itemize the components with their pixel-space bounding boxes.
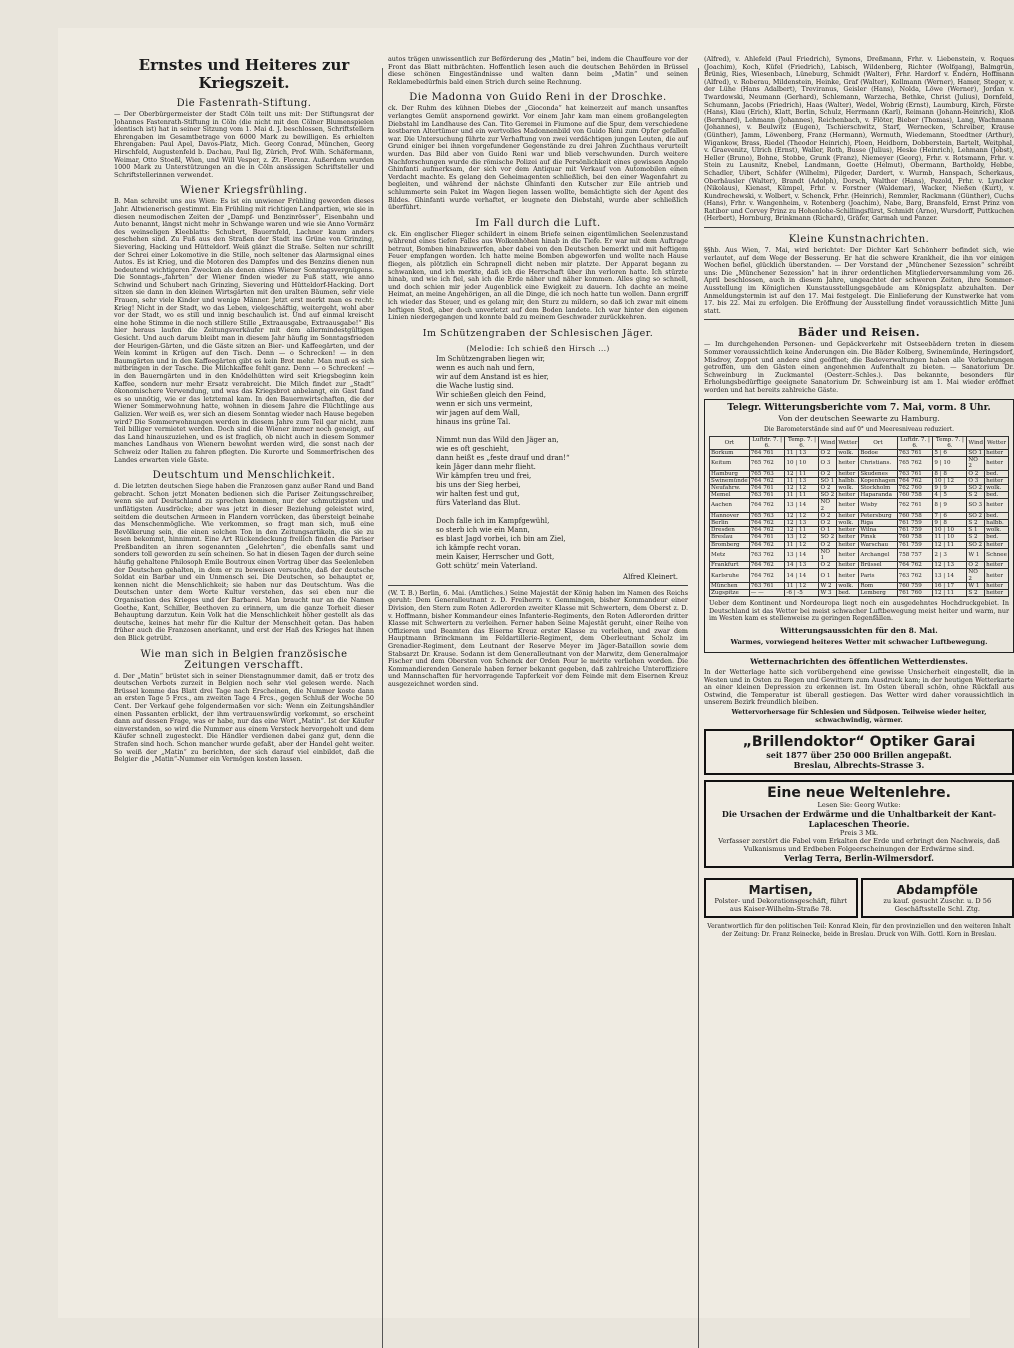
table-cell: heiter [837, 569, 859, 582]
table-cell: Aachen [710, 499, 750, 512]
weather-table-row [710, 484, 1009, 491]
table-cell: heiter [985, 449, 1009, 456]
table-cell: 761 759 [897, 520, 933, 527]
table-cell: O 1 [819, 527, 837, 534]
table-cell: Metz [710, 548, 750, 561]
table-cell: heiter [837, 470, 859, 477]
table-cell: O 2 [819, 562, 837, 569]
table-cell: 9 | 8 [933, 520, 967, 527]
header-cell: Luftdr. 7. | 6. [897, 436, 933, 449]
table-cell: O 2 [967, 562, 985, 569]
table-cell: 763 761 [749, 582, 785, 589]
table-cell: 14 | 13 [785, 562, 819, 569]
table-cell: NO 2 [967, 457, 985, 470]
table-cell: Pinsk [859, 534, 897, 541]
table-cell: 10 | 10 [933, 527, 967, 534]
ad-headline: Eine neue Weltenlehre. [709, 785, 1009, 801]
weather-subtitle: Von der deutschen Seewarte zu Hamburg. [709, 414, 1009, 423]
table-cell: 762 761 [897, 499, 933, 512]
header-cell: Wetter [985, 436, 1009, 449]
article-text: §§hb. Aus Wien, 7. Mai, wird berichtet: Der Dichter Karl Schönherr befindet sich, wie verlautet, auf dem Wege der Besserung. Er hat die schwere Krankheit, die ihn vor einigen Wochen befiel, glücklich überstanden. — Der Vorstand der „Münchener Sezession“ schreibt uns: Die „Münchener Sezession“ hat in ihrer ordentlichen Mitgliederversammlung vom 26. April beschlossen, auch in diesem Jahre, ungeachtet der schweren Zeiten, ihre Sommer-Ausstellung im Königlichen Kunstausstellungsgebäude am Königsplatz abzuhalten. Der Anmeldungstermin ist auf den 17. Mai festgelegt. Die Einlieferung der Kunstwerke hat vom 17. bis 22. Mai zu erfolgen. Die Eröffnung der Ausstellung findet voraussichtlich Mitte Juni statt. [704, 247, 1014, 315]
table-cell: bed. [837, 590, 859, 597]
table-cell: Hamburg [710, 470, 750, 477]
table-cell: O 2 [967, 470, 985, 477]
table-cell: 764 762 [749, 541, 785, 548]
table-cell: -6 | -5 [785, 590, 819, 597]
table-cell: Bromberg [710, 541, 750, 548]
header-cell: Temp. 7. | 6. [933, 436, 967, 449]
table-cell: Brüssel [859, 562, 897, 569]
table-cell: O 2 [819, 484, 837, 491]
article-heading: Wiener Kriegsfrühling. [114, 185, 374, 196]
weather-table-row [710, 457, 1009, 470]
table-cell: 760 758 [897, 512, 933, 519]
weather-report [704, 399, 1014, 653]
table-cell: 7 | 6 [933, 512, 967, 519]
table-cell: Riga [859, 520, 897, 527]
weather-table-row [710, 470, 1009, 477]
table-cell: 11 | 11 [785, 492, 819, 499]
weather-table-row [710, 562, 1009, 569]
table-cell: S 2 [967, 492, 985, 499]
table-cell: 765 763 [749, 512, 785, 519]
weather-outlook-text: Warmes, vorwiegend heiteres Wetter mit schwacher Luftbewegung. [709, 638, 1009, 646]
table-cell: wolk. [837, 449, 859, 456]
table-cell: 11 | 13 [785, 477, 819, 484]
table-cell: 12 | 12 [785, 484, 819, 491]
table-cell: O 2 [819, 470, 837, 477]
table-cell: heiter [837, 562, 859, 569]
table-cell: 9 | 10 [933, 457, 967, 470]
table-cell: O 2 [819, 520, 837, 527]
weather-table-header [710, 436, 1009, 449]
advertisement-row [704, 873, 1014, 923]
ad-line: Verfasser zerstört die Fabel vom Erkalten der Erde und erbringt den Nachweis, daß Vulkanismus und Erdbeben Folgeerscheinungen der Erdwärme sind. [709, 837, 1009, 853]
table-cell: Schnee [985, 548, 1009, 561]
table-cell: bed. [985, 470, 1009, 477]
header-cell: Wetter [837, 436, 859, 449]
table-cell: W 1 [967, 548, 985, 561]
table-cell: 760 758 [897, 492, 933, 499]
table-cell: 12 | 11 [785, 470, 819, 477]
ad-line: Breslau, Albrechts-Strasse 3. [709, 760, 1009, 770]
table-cell: Archangel [859, 548, 897, 561]
ad-line: Preis 3 Mk. [709, 829, 1009, 837]
ad-line: Die Ursachen der Erdwärme und die Unhaltbarkeit der Kant-Laplaceschen Theorie. [709, 809, 1009, 829]
table-cell: 765 762 [749, 457, 785, 470]
table-cell: heiter [837, 499, 859, 512]
table-cell: O 2 [819, 449, 837, 456]
table-cell: 761 759 [897, 527, 933, 534]
table-cell: SO 2 [819, 492, 837, 499]
table-cell: heiter [985, 541, 1009, 548]
header-cell: Temp. 7. | 6. [785, 436, 819, 449]
table-cell: 764 762 [897, 562, 933, 569]
table-cell: 2 | 3 [933, 548, 967, 561]
table-cell: W 3 [819, 590, 837, 597]
weather-forecast: Wettervorhersage für Schlesien und Südposen. Teilweise wieder heiter, schwachwindig, wärmer. [704, 709, 1014, 724]
poem-title: Im Schützengraben der Schlesischen Jäger. [388, 328, 688, 339]
table-cell: O 2 [819, 512, 837, 519]
table-cell: heiter [985, 590, 1009, 597]
article-heading: Die Madonna von Guido Reni in der Droschke. [388, 92, 688, 103]
table-cell: W 2 [819, 582, 837, 589]
weather-table-row [710, 512, 1009, 519]
weather-table-row [710, 477, 1009, 484]
table-cell: 761 760 [897, 590, 933, 597]
table-cell: NO 2 [967, 569, 985, 582]
table-cell: heiter [837, 457, 859, 470]
table-cell: heiter [985, 477, 1009, 484]
weather-table-row [710, 582, 1009, 589]
weather-news-title: Wetternachrichten des öffentlichen Wetterdienstes. [704, 657, 1014, 666]
table-cell: 5 | 6 [933, 449, 967, 456]
table-cell: 11 | 12 [785, 582, 819, 589]
table-cell: 12 | 11 [785, 527, 819, 534]
table-cell: S 2 [967, 520, 985, 527]
table-cell: München [710, 582, 750, 589]
table-cell: wolk. [837, 520, 859, 527]
table-cell: wolk. [837, 582, 859, 589]
table-cell: 11 | 12 [785, 541, 819, 548]
table-cell: 763 761 [897, 449, 933, 456]
table-cell: 11 | 10 [933, 534, 967, 541]
table-cell: O 3 [967, 477, 985, 484]
weather-summary: Ueber dem Kontinent und Nordeuropa liegt noch ein ausgedehntes Hochdruckgebiet. In Deutschland ist das Wetter bei meist schwacher Luftbewegung meist heiter und warm, nur im Westen kam es stellenweise zu geringen Regenfällen. [709, 600, 1009, 623]
table-cell: Petersburg [859, 512, 897, 519]
poem-text: Im Schützengraben liegen wir, wenn es auch nah und fern, wir auf dem Anstand ist es hier, die Wache lustig sind. Wir schießen gleich den Feind, wenn er sich uns vermeint, wir jagen auf dem Wall, hinaus ins grüne Tal. Nimmt nun das Wild den Jäger an, wie es oft geschieht, dann heißt es „feste drauf und dran!“ kein Jäger dann mehr flieht. Wir kämpfen treu und frei, bis uns der Sieg herbei, wir halten fest und gut, fürs Vaterland das Blut. Doch falle ich im Kampfgewühl, so sterb ich wie ein Mann, es blast Jagd vorbei, ich bin am Ziel, ich kämpfe recht voran. mein Kaiser, Herrscher und Gott, Gott schütz’ mein Vaterland. [388, 355, 688, 571]
table-cell: heiter [837, 548, 859, 561]
table-cell: 763 761 [897, 470, 933, 477]
divider [704, 319, 1014, 320]
table-cell: 8 | 8 [933, 470, 967, 477]
imprint-footer: Verantwortlich für den politischen Teil: Konrad Klein, für den provinziellen und den weiteren Inhalt der Zeitung: Dr. Franz Reinecke, beide in Breslau. Druck von Wilh. Gottl. Korn in Breslau. [704, 923, 1014, 938]
weather-outlook-title: Witterungsaussichten für den 8. Mai. [709, 626, 1009, 635]
table-cell: 12 | 11 [933, 590, 967, 597]
ad-line: zu kauf. gesucht Zuschr. u. D 56 Geschäftsstelle Schl. Ztg. [866, 897, 1010, 913]
table-cell: 764 761 [749, 484, 785, 491]
table-cell: 11 | 13 [785, 449, 819, 456]
table-cell: Warschau [859, 541, 897, 548]
table-cell: heiter [985, 499, 1009, 512]
table-cell: O 2 [819, 541, 837, 548]
article-text: d. Die letzten deutschen Siege haben die Franzosen ganz außer Rand und Band gebracht. Schon jetzt Monaten bedienen sich die Pariser Zeitungsschreiber, wenn sie auf Deutschland zu sprechen kommen, nur der schmutzigsten und unflätigsten Ausdrücke; aber was jetzt in dieser Beziehung geleistet wird, seitdem die deutschen Armeen in Flandern vorrücken, das übersteigt beinahe das Menschenmögliche. Wie verkommen, so fragt man sich, muß eine Bevölkerung sein, die einen solchen Ton in den Zeitungsartikeln, die sie zu lesen bekommt, hinnimmt. Eine Art Rückendeckung freilich finden die Pariser Preßbanditen an ihren sogenannten „Gelehrten“, die ebenfalls samt und sonders toll geworden zu sein scheinen. So hat in diesen Tagen der durch seine häufig gehaltene Philosoph Emile Boutroux einen Vortrag über das Seelenleben der Deutschen gehalten, in dem er zu beweisen versuchte, daß der deutsche Soldat ein Barbar und ein Unmensch sei. Die Deutschen, so behauptet er, kennen nicht die Menschlichkeit; sie haben nur das Deutschtum. Was die Deutschen unter dem Worte Kultur verstehen, das sei eben nur die Organisation des Krieges und der Barbarei. Man braucht nur an die Namen Goethe, Kant, Schiller, Beethoven zu erinnern, um die ganze Torheit dieser Behauptung darzutun. Kein Volk hat die Menschlichkeit höher gestellt als das deutsche, keines hat mehr für die Kultur der Menschheit getan. Das haben früher auch die Franzosen anerkannt, und erst der Haß des Krieges hat ihnen den Blick getrübt. [114, 483, 374, 642]
table-cell: 758 757 [897, 548, 933, 561]
table-cell: Memel [710, 492, 750, 499]
table-cell: 763 762 [749, 548, 785, 561]
table-cell: bed. [985, 492, 1009, 499]
table-cell: 13 | 14 [933, 569, 967, 582]
table-cell: 764 762 [749, 569, 785, 582]
table-cell: Breslau [710, 534, 750, 541]
table-cell: 761 759 [897, 541, 933, 548]
article-text: — Der Oberbürgermeister der Stadt Cöln teilt uns mit: Der Stiftungsrat der Johannes Fastenrath-Stiftung in Cöln (die nicht mit den Cölner Blumenspielen identisch ist) hat in seiner Sitzung vom 1. Mai d. J. beschlossen, Schriftstellern Ehrengaben im Gesamtbetrage von 6000 Mark zu bewilligen. Es erhielten Ehrengaben: Paul Apel, Davos-Platz, Mich. Georg Conrad, München, Georg Hirschfeld, Augustenfeld b. Dachau, Paul Ilg, Zürich, Prof. Wilh. Schäfermann, Weimar, Otto Stoeßl, Wien, und Will Vesper, z. Zt. Florenz. Außerdem wurden 1000 Mark zu Unterstützungen an die in Cöln ansässigen Schriftsteller und Schriftstellerinnen verwendet. [114, 111, 374, 179]
article-heading: Im Fall durch die Luft. [388, 218, 688, 229]
table-cell: 4 | 5 [933, 492, 967, 499]
article-text: B. Man schreibt uns aus Wien: Es ist ein unwiener Frühling geworden dieses Jahr. Altwienerisch gestimmt. Ein Frühling mit richtigen Landpartien, wie sie in diesen neumodischen Zeiten der „Dampf- und Benzinrösser“, Eisenbahn und Auto benannt, längst nicht mehr in Schwange waren und wie sie Anno Vormärz des weinseligen Kleeblatts: Schubert, Bauernfeld, Lachner kaum anders geschehen sind. Zu Fuß aus den Straßen der Stadt ins Grüne von Grinzing, Sievering, Hacking und Hütteldorf. Weiß glänzt die Straße. Selten nur schrillt der Schrei einer Lokomotive in die Stille, noch seltener das Alarmsignal eines Autos. Es ist Krieg, und die Motoren des Dampfes und des Benzins dienen nun bedeutend wichtigeren Zwecken als denen eines Wiener Sonntagsvergnügens. Die Sonntags-„fahrten“ der Wiener finden wieder zu Fuß statt, wie anno Schwind und Schubert nach Grinzing, Sievering und Hütteldorf-Hacking. Dort sitzen sie dann in den kleinen Wirtsgärten mit den uralten Bäumen, sehr viele Frauen, sehr viele Kinder und wenige Männer. Jetzt erst merkt man es recht: Krieg! Nicht in der Stadt, wo das Leben, vielgeschäftig, weitergeht, wohl aber vor der Stadt, wo es still und innig beschaulich ist. Und auf einmal kreischt eine hohe Stimme in die noch stillere Stille „Extraausgabe, Extraausgabe!“ Bis hier heraus laufen die Zeitungsverkäufer mit dem allermindestgültigen Gesicht. Und auch darum bleibt man in diesem Jahr häufig im Sonntagsfrieden der Heurigen-Gärten, und die Gäste sitzen an Bier- und Kaffeegärten, und der Wein kommt in Krügen auf den Tisch. Denn — o Schrecken! — in den Baumgärten und in den Kaffeegärten gibt es kein Brot mehr. Man muß es sich mitbringen in der Tasche. Die Milchkaffee fehlt ganz. Denn — o Schrecken! — in den Bauerngärten und in den Knödelhütten wird seit Kriegsbeginn kein Kaffee, sondern nur mehr Ersatz verabreicht. Die Milch findet zur „Stadt“ ökonomischere Verwendung, und was das Kriegsbrot anbelangt, ein Gast fand es so unnötig, wie er das letztemal kam. In den Bauernwirtschaften, die der Wiener Sommerwohnung hatte, wohnen in diesem Jahre die Flüchtlinge aus Galizien. Wer weiß es, wer sich an diesem Sonntag wieder nach Hause begeben wird? Die Sommerwohnungen werden in diesem Jahre zum Teil gar nicht, zum Teil billiger vermietet werden. Doch sind die Wiener immer noch geneigt, auf das Land hinauszuziehen, und es ist fraglich, ob nicht auch in diesem Sommer manches Landhaus von Wienern bewohnt werden wird, die sonst nach der Schweiz oder Italien zu fahren pflegten. Die Kurorte und Sommerfrischen des Landes erwarten viele Gäste. [114, 198, 374, 464]
table-cell: 12 | 13 [933, 562, 967, 569]
table-cell: Paris [859, 569, 897, 582]
ad-line: Lesen Sie: Georg Wutke: [709, 801, 1009, 809]
table-cell: wolk. [837, 484, 859, 491]
table-cell: SO 3 [967, 499, 985, 512]
table-cell: bed. [985, 534, 1009, 541]
table-cell: Skudenes [859, 470, 897, 477]
header-cell: Luftdr. 7. | 6. [749, 436, 785, 449]
weather-table-row [710, 492, 1009, 499]
weather-title: Telegr. Witterungsberichte vom 7. Mai, vorm. 8 Uhr. [709, 403, 1009, 413]
table-cell: 16 | 17 [933, 582, 967, 589]
table-cell: heiter [985, 457, 1009, 470]
ad-line: Polster- und Dekorationsgeschäft, führt aus Kaiser-Wilhelm-Straße 78. [709, 897, 853, 913]
table-cell: O 1 [819, 569, 837, 582]
table-cell: heiter [985, 569, 1009, 582]
table-cell: SO 1 [967, 449, 985, 456]
table-cell: NO 2 [819, 499, 837, 512]
table-cell: Stockholm [859, 484, 897, 491]
article-heading: Kleine Kunstnachrichten. [704, 234, 1014, 245]
table-cell: wolk. [985, 484, 1009, 491]
table-cell: 760 758 [897, 534, 933, 541]
table-cell: S 1 [967, 527, 985, 534]
table-cell: 10 | 12 [933, 477, 967, 484]
ad-headline: „Brillendoktor“ Optiker Garai [709, 734, 1009, 750]
table-cell: 764 761 [749, 534, 785, 541]
table-cell: 764 762 [897, 477, 933, 484]
table-cell: 12 | 11 [933, 541, 967, 548]
table-cell: W 1 [967, 582, 985, 589]
table-cell: bed. [985, 512, 1009, 519]
weather-table-row [710, 569, 1009, 582]
column-3 [704, 46, 1014, 1336]
header-cell: Wind [967, 436, 985, 449]
header-cell: Wind [819, 436, 837, 449]
table-cell: Wilna [859, 527, 897, 534]
table-cell: Frankfurt [710, 562, 750, 569]
table-cell: heiter [985, 582, 1009, 589]
article-text: d. Der „Matin“ brüstet sich in seiner Dienstagnummer damit, daß er trotz des deutschen Verbots zurzeit in Belgien noch sehr viel gelesen werde. Nach Brüssel komme das Blatt drei Tage nach Erscheinen, die Nummer koste dann an ersten Tage 5 Frcs., am zweiten Tage 4 Frcs., gegen Schluß der Woche 50 Cent. Der Verkauf gehe folgendermaßen vor sich: Wenn ein Zeitungshändler einen Passanten erblickt, der ihm vertrauenswürdig vorkommt, so erscheint dann auf dessen Frage, was er habe, nur das eine Wort „Matin“. Ist der Käufer einverstanden, so wird die Nummer aus einem Versteck hervorgeholt und dem Käufer schnell zugesteckt. Die Händler verdienen dabei ganz gut, denn die Strafen sind hoch. Schon mancher wurde gefaßt, aber der Handel geht weiter. So weiß der „Matin“ zu berichten, der sich darauf viel einbildet, daß die Belgier die „Matin“-Nummer ein Vermögen kosten lassen. [114, 673, 374, 764]
table-cell: Christians. [859, 457, 897, 470]
table-cell: — — [749, 590, 785, 597]
table-cell: SO 2 [819, 534, 837, 541]
table-cell: 760 759 [897, 582, 933, 589]
article-text: autos trägen unwissentlich zur Beförderung des „Matin“ bei, indem die Chauffeure vor der Front das Blatt mitbrächten. Hoffentlich lesen auch die deutschen Behörden in Brüssel diese schönen Eingeständnisse und walten dann beim „Matin“ und seinen Reklamebedürfnis bald einen Strich durch seine Rechnung. [388, 56, 688, 86]
article-heading: Die Fastenrath-Stiftung. [114, 98, 374, 109]
table-cell: 8 | 9 [933, 499, 967, 512]
table-cell: Bodoe [859, 449, 897, 456]
weather-table-row [710, 499, 1009, 512]
news-text: (W. T. B.) Berlin, 6. Mai. (Amtliches.) Seine Majestät der König haben im Namen des Reichs geruht: Dem Generalleutnant z. D. Freiherrn v. Gemmingen, bisher Kommandeur einer Division, den Stern zum Roten Adlerorden zweiter Klasse mit Schwertern, dem Oberst z. D. v. Hoffmann, bisher Kommandeur eines Infanterie-Regiments, den Roten Adlerorden dritter Klasse mit Schwertern zu verleihen. Ferner haben Seine Majestät geruht, einer Reihe von Offizieren und Beamten das Eiserne Kreuz erster Klasse zu verleihen, und zwar dem Hauptmann Brinckmann im Feldartillerie-Regiment, dem Oberleutnant Scholz im Grenadier-Regiment, dem Leutnant der Reserve Meyer im Jäger-Bataillon sowie dem Stabsarzt Dr. Krause. Sodann ist dem Generalleutnant von der Marwitz, dem Generalmajor Fischer und dem Obersten von Schenck der Orden Pour le mérite verliehen worden. Die Kommandierenden Generale haben ferner bekannt gegeben, daß zahlreiche Unteroffiziere und Mannschaften für hervorragende Tapferkeit vor dem Feinde mit dem Eisernen Kreuz ausgezeichnet worden sind. [388, 590, 688, 689]
weather-table-row [710, 520, 1009, 527]
table-cell: heiter [985, 562, 1009, 569]
table-cell: Rom [859, 582, 897, 589]
table-cell: 9 | 9 [933, 484, 967, 491]
table-cell: Borkum [710, 449, 750, 456]
weather-table-body [710, 449, 1009, 596]
advertisement-abdampfoele [861, 878, 1014, 918]
ad-headline: Martisen, [709, 883, 853, 897]
table-cell: 14 | 14 [785, 569, 819, 582]
ad-headline: Abdampföle [866, 883, 1010, 897]
article-text: ck. Ein englischer Flieger schildert in einem Briefe seinen eigentümlichen Seelenzustand während eines tiefen Falles aus Wolkenhöhen hinab in die Tiefe. Er war mit dem Auftrage betraut, Bomben hinabzuwerfen, aber dabei von den Deutschen bemerkt und mit heftigem Feuer empfangen worden. Ich hatte meine Bomben abgeworfen und wollte nach Hause fliegen, als plötzlich ein Schrapnell dicht neben mir platzte. Der Apparat begann zu schwanken, und ich merkte, daß ich die Herrschaft über ihn verloren hatte. Ich stürzte hinab, und wie ich fiel, sah ich die Erde näher und näher kommen. Alles ging so schnell, und doch schien mir jeder Augenblick eine Ewigkeit zu dauern. Ich dachte an meine Heimat, an meine Angehörigen, an all die Dinge, die ich noch hatte tun wollen. Dann ergriff ich wieder das Steuer, und es gelang mir, den Sturz zu mildern, so daß ich zwar mit einem heftigen Stoß, aber doch unverletzt auf dem Boden landete. Ich war hinter den eigenen Linien niedergegangen und konnte bald zu meinem Geschwader zurückkehren. [388, 231, 688, 322]
header-cell: Ort [859, 436, 897, 449]
table-cell: 764 762 [749, 527, 785, 534]
table-cell: 12 | 12 [785, 512, 819, 519]
table-cell: halbb. [985, 520, 1009, 527]
newspaper-page [58, 28, 970, 1318]
table-cell: S 2 [967, 590, 985, 597]
table-cell: SO 2 [967, 541, 985, 548]
table-cell: Keitum [710, 457, 750, 470]
column-2 [388, 46, 688, 1336]
table-cell: 13 | 14 [785, 548, 819, 561]
advertisement-martisen [704, 878, 858, 918]
weather-table-row [710, 548, 1009, 561]
divider [388, 585, 688, 586]
table-cell: 13 | 12 [785, 534, 819, 541]
table-cell: Kopenhagen [859, 477, 897, 484]
table-cell: 764 762 [749, 499, 785, 512]
table-cell: SO 2 [967, 484, 985, 491]
table-cell: Berlin [710, 520, 750, 527]
table-cell: O 3 [819, 457, 837, 470]
table-cell: SO 2 [967, 512, 985, 519]
table-cell: 762 760 [897, 484, 933, 491]
poem-melody: (Melodie: Ich schieß den Hirsch ...) [388, 345, 688, 353]
ad-line: Verlag Terra, Berlin-Wilmersdorf. [709, 853, 1009, 863]
table-cell: Swinemünde [710, 477, 750, 484]
section-title: Ernstes und Heiteres zur Kriegszeit. [114, 56, 374, 92]
header-cell: Ort [710, 436, 750, 449]
column-divider [698, 68, 699, 1348]
table-cell: SO 1 [819, 477, 837, 484]
table-cell: heiter [837, 492, 859, 499]
advertisement-optiker [704, 729, 1014, 775]
weather-note: Die Barometerstände sind auf 0° und Meeresniveau reduziert. [709, 426, 1009, 433]
table-cell: heiter [837, 534, 859, 541]
table-cell: heiter [837, 527, 859, 534]
weather-table [709, 436, 1009, 598]
divider [704, 227, 1014, 228]
table-cell: 13 | 14 [785, 499, 819, 512]
table-cell: 10 | 10 [785, 457, 819, 470]
table-cell: wolk. [985, 527, 1009, 534]
table-cell: heiter [837, 541, 859, 548]
table-cell: Zugspitze [710, 590, 750, 597]
weather-news-text: In der Wetterlage hatte sich vorübergehend eine gewisse Unsicherheit eingestellt, die in Westen und in Osten zu Regen und Gewittern zum Ausdruck kam; in der heutigen Wetterkarte an einer kleinen Depression zu erkennen ist. Im Osten überall schön, ohne Rückfall aus Ostwind, die Temperatur ist überall gestiegen. Das Wetter wird daher voraussichtlich in unserem Bezirk freundlich bleiben. [704, 669, 1014, 707]
article-text: ck. Der Ruhm des kühnen Diebes der „Gioconda“ hat keinerzeit auf manch unsanftes verlangtes Gemüt anspornend gewirkt. Vor einem Jahr kam man einem großangelegten Diebstahl im Landhause des Can. Tito Geremei in Fiumone auf die Spur, dem verschiedene kostbaren Altertümer und ein wertvolles Madonnenbild von Guido Reni zum Opfer gefallen war. Die Untersuchung führte zur Verhaftung von zwei verdächtigen jungen Leuten, die auf Grund einiger bei ihnen vorgefundener Gegenstände zu drei Jahren Zuchthaus verurteilt wurden. Das Bild aber von Guido Reni war und blieb verschwunden. Durch weitere Nachforschungen wurde die römische Polizei auf die Persönlichkeit eines gewissen Angelo Ghinfanti aufmerksam, der sich vor dem Antiquar mit Verkauf von Automobilen einen Verdacht machte. Es gelang den Geheimagenten schließlich, bei den einer Wagenfahrt zu begleiten, und während der nächste Ghinfanti den Kutscher zur Eile antrieb und schlummerte sein Paket im Wagen liegen lassen wollte, bemächtigte sich der Agent des Bildes. Ghinfanti wurde verhaftet, er leugnete den Diebstahl, wurde aber schließlich überführt. [388, 105, 688, 211]
weather-table-row [710, 449, 1009, 456]
table-cell: 764 762 [749, 477, 785, 484]
column-1 [114, 46, 374, 1336]
table-cell: 765 763 [749, 470, 785, 477]
table-cell: 765 762 [897, 457, 933, 470]
ad-line: seit 1877 über 250 000 Brillen angepaßt. [709, 750, 1009, 760]
table-cell: halbb. [837, 477, 859, 484]
weather-table-row [710, 527, 1009, 534]
table-cell: heiter [837, 512, 859, 519]
table-cell: 12 | 13 [785, 520, 819, 527]
article-heading: Bäder und Reisen. [704, 326, 1014, 339]
weather-table-row [710, 534, 1009, 541]
casualty-list: (Alfred), v. Ahlefeld (Paul Friedrich), Symons, Dreßmann, Frhr. v. Liebenstein, v. Roques (Joachim), Koch, Küfel (Friedrich), Labisch, Wildenberg, Richter (Wolfgang), Balmgrün, Brünig, Ries, Wiesenbach, Lüneburg, Schmidt (Walter), Frhr. Hardorf v. Endern, Hoffmann (Alfred), v. Roberau, Mildenstein, Heinke, Graf (Walter), Kollmann (Werner), Hamer, Steger, v. der Lühe (Hans Adalbert), Treviranus, Geisler (Hans), Nolda, Löwe (Werner), Jordan v. Twardowski, Neumann (Gerhard), Schlemann, Warzecha, Bethke, Christ (Julius), Dornfeld, Schumann, Jacobs (Friedrich), Haas (Walter), Wedel, Wobrig (Ernst), Laumburg, Kirch, Förste (Hans), Klau (Erich), Klatt, Berlin, Schulz, Herrmann (Karl), Reimann (Johann-Heinrich), Kloß (Bernhard), Lehmann (Johannes), Reichenbach, v. Flöter, Bieber (Thomas), Lang, Wachmann (Johannes), v. Beulwitz (Eugen), Tschierschwitz, Starf, Wernecken, Schreiber, Krause (Günther), Jamm, Löwenberg, Franz (Hermann), Wermuth, Wiedemann, Stoedtner (Arthur), Wigankow, Brass, Riedel (Theodor Heinrich), Ploen, Heidborn, Dobberstein, Bartelt, Weitphal, v. Graevenitz, Ulrich (Ernst), Waller, Roth, Busse (Julius), Heske (Heinrich), Lehmann (Jobst), Heller (Bruno), Bohne, Stobbe, Grunk (Franz), Niemeyer (Georg), Frhr. v. Rotsmann, Frhr. v. Stein zu Lausnitz, Knebel, Landmann, Goette (Helmut), Obermann, Bartholdy, Hebbe, Schadler, Uibert, Schäfer (Wilhelm), Pilgeder, Dardert, v. Wurmb, Hanspach, Scherkaus, Oberhäusler (Walter), Brandt (Adolph), Dorsch, Walther (Hans), Pezold, Frhr. v. Lyncker (Nikolaus), Kienast, Kümpel, Frhr. v. Forstner (Waldemar), Wacker, Nießen (Kurt), v. Kundrechewski, v. Wolbert, v. Schenck, Frhr. (Heinrich), Remmler, Rackmann (Günther), Cuchs (Hans), Frhr. v. Wangenheim, v. Rotenberg (Joachim), Nabe, Barg, Bransfeld, Ernst Prinz von Ratibor und Corvey Prinz zu Hohenlohe-Schillingsfürst, Schmidt (Arno), Wursdorff, Puttkuchen (Herbert), Hornburg, Brinkmann (Richard), Gräfer, Garmah und Panzer. [704, 56, 1014, 223]
table-cell: S 2 [967, 534, 985, 541]
table-cell: Karlsruhe [710, 569, 750, 582]
article-heading: Deutschtum und Menschlichkeit. [114, 470, 374, 481]
column-divider [382, 68, 383, 1348]
table-cell: Neufahrw. [710, 484, 750, 491]
table-cell: Haparanda [859, 492, 897, 499]
table-cell: NO 1 [819, 548, 837, 561]
table-cell: 763 761 [749, 492, 785, 499]
poem-author: Alfred Kleinert. [388, 573, 678, 581]
table-cell: Hannover [710, 512, 750, 519]
table-cell: 763 762 [897, 569, 933, 582]
table-cell: 764 762 [749, 562, 785, 569]
weather-table-row [710, 541, 1009, 548]
table-cell: 764 762 [749, 520, 785, 527]
article-heading: Wie man sich in Belgien französische Zeitungen verschafft. [114, 649, 374, 671]
table-cell: Lemberg [859, 590, 897, 597]
article-text: — Im durchgehenden Personen- und Gepäckverkehr mit Ostseebädern treten in diesem Sommer voraussichtlich keine Änderungen ein. Die Bäder Kolberg, Swinemünde, Heringsdorf, Misdroy, Zoppot und andere sind geöffnet; die Badeverwaltungen haben alle Vorkehrungen getroffen, um den Gästen einen angenehmen Aufenthalt zu bieten. — Sanatorium Dr. Schweinburg in Zuckmantel (Oesterr.-Schles.). Das bekannte, besonders für Erholungsbedürftige geeignete Sanatorium Dr. Schweinburg ist am 1. Mai wieder eröffnet worden und hat bereits zahlreiche Gäste. [704, 341, 1014, 394]
table-cell: Wisby [859, 499, 897, 512]
table-cell: 764 761 [749, 449, 785, 456]
table-cell: Dresden [710, 527, 750, 534]
weather-table-row [710, 590, 1009, 597]
advertisement-weltenlehre [704, 780, 1014, 868]
